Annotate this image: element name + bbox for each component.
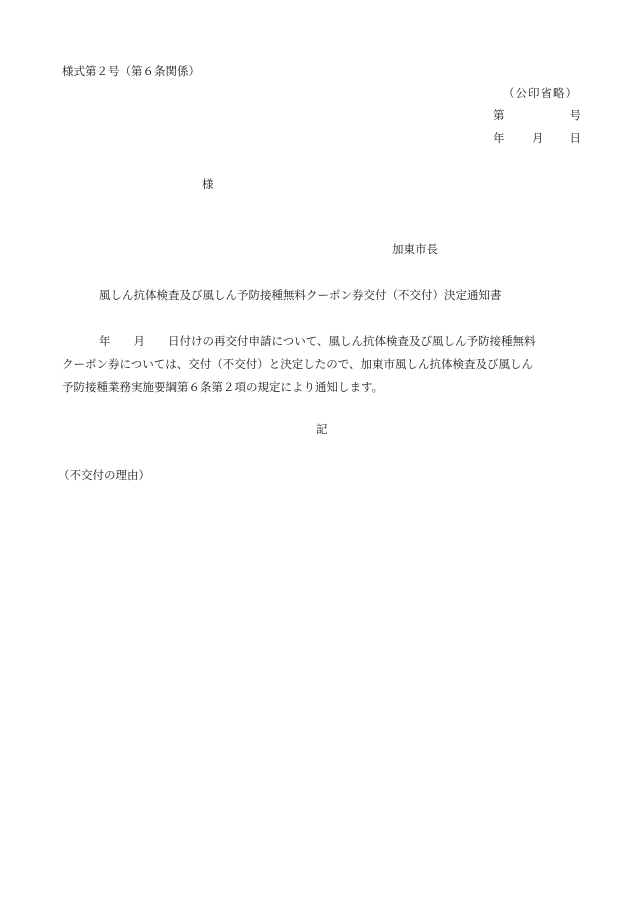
seal-omitted-note: （公印省略） [503,86,578,100]
document-title: 風しん抗体検査及び風しん予防接種無料クーポン券交付（不交付）決定通知書 [99,288,502,302]
document-number-suffix: 号 [569,108,581,122]
date-year-label: 年 [493,131,505,145]
non-issuance-reason-label: （不交付の理由） [58,468,150,482]
body-line-3: 予防接種業務実施要綱第６条第２項の規定により通知します。 [62,380,384,394]
body-line-1: 年 月 日付けの再交付申請について、風しん抗体検査及び風しん予防接種無料 [99,334,536,348]
issuer-name: 加東市長 [392,242,438,256]
addressee-honorific: 様 [202,177,214,191]
form-label: 様式第２号（第６条関係） [62,64,200,78]
ki-heading: 記 [316,422,328,436]
date-month-label: 月 [532,131,544,145]
body-line-2: クーポン券については、交付（不交付）と決定したので、加東市風しん抗体検査及び風しん [62,357,534,371]
date-day-label: 日 [569,131,581,145]
body-paragraph [62,330,582,399]
document-number-row [493,110,581,124]
issue-date-row [493,133,581,147]
document-number-prefix: 第 [493,108,505,122]
